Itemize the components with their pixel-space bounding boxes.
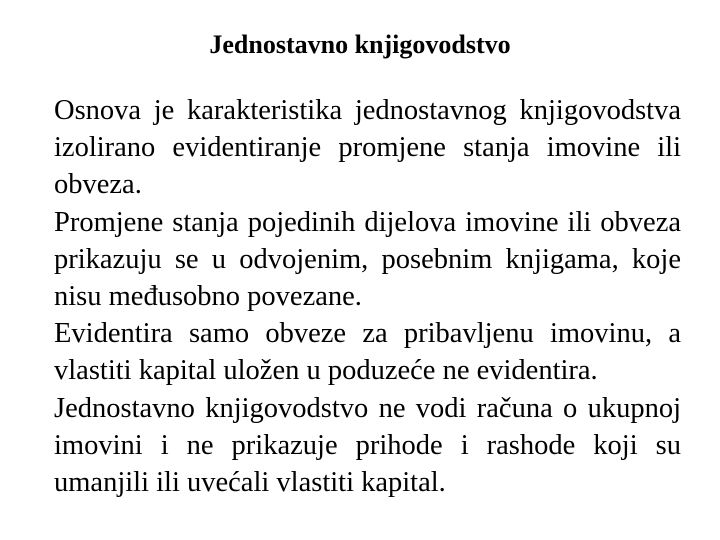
slide-body [54, 92, 681, 501]
slide-title: Jednostavno knjigovodstvo [209, 30, 511, 59]
paragraph-3: Evidentira samo obveze za pribavljenu imovinu, a vlastiti kapital uložen u poduzeće ne evidentira. [54, 318, 681, 387]
paragraph-2: Promjene stanja pojedinih dijelova imovine ili obveza prikazuju se u odvojenim, posebnim knjigama, koje nisu međusobno povezane. [54, 206, 681, 313]
paragraph-1: Osnova je karakteristika jednostavnog knjigovodstva izolirano evidentiranje promjene stanja imovine ili obveza. [54, 95, 681, 201]
paragraph-4: Jednostavno knjigovodstvo ne vodi računa o ukupnoj imovini i ne prikazuje prihode i rashode koji su umanjili ili uvećali vlastiti kapital. [54, 392, 681, 499]
